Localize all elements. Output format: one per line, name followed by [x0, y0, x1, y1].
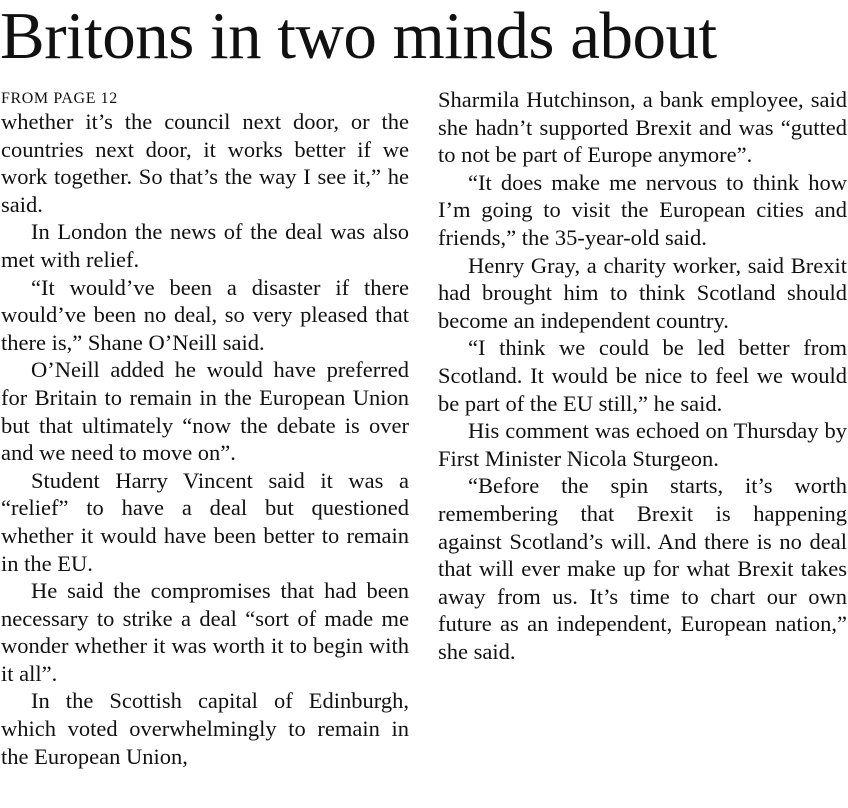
paragraph: Henry Gray, a charity worker, said Brexit had brought him to think Scotland should become an independent country.	[438, 252, 847, 333]
paragraph: Student Harry Vincent said it was a “relief” to have a deal but questioned whether it would have been better to remain in the EU.	[1, 467, 409, 576]
paragraph: In London the news of the deal was also met with relief.	[1, 219, 409, 272]
article-column-left	[1, 86, 409, 770]
paragraph: His comment was echoed on Thursday by First Minister Nicola Sturgeon.	[438, 418, 847, 471]
paragraph: “Before the spin starts, it’s worth remembering that Brexit is happening against Scotland’s will. And there is no deal that will ever make up for what Brexit takes away from us. It’s time to chart our own future as an independent, European nation,” she said.	[438, 473, 847, 664]
paragraph: In the Scottish capital of Edinburgh, which voted overwhelmingly to remain in the European Union,	[1, 688, 409, 769]
paragraph: Sharmila Hutchinson, a bank employee, said she hadn’t supported Brexit and was “gutted to not be part of Europe anymore”.	[438, 87, 847, 168]
headline: Britons in two minds about	[0, 0, 717, 73]
paragraph: O’Neill added he would have preferred for Britain to remain in the European Union but that ultimately “now the debate is over and we need to move on”.	[1, 357, 409, 466]
paragraph: “It would’ve been a disaster if there would’ve been no deal, so very pleased that there is,” Shane O’Neill said.	[1, 274, 409, 355]
paragraph: He said the compromises that had been necessary to strike a deal “sort of made me wonder whether it was worth it to begin with it all”.	[1, 578, 409, 686]
paragraph: “I think we could be led better from Scotland. It would be nice to feel we would be part of the EU still,” he said.	[438, 335, 847, 416]
article-column-right	[438, 86, 847, 665]
jump-line: FROM PAGE 12	[1, 90, 118, 107]
paragraph: “It does make me nervous to think how I’m going to visit the European cities and friends,” the 35-year-old said.	[438, 169, 847, 250]
paragraph: whether it’s the council next door, or the countries next door, it works better if we work together. So that’s the way I see it,” he said.	[1, 109, 409, 217]
